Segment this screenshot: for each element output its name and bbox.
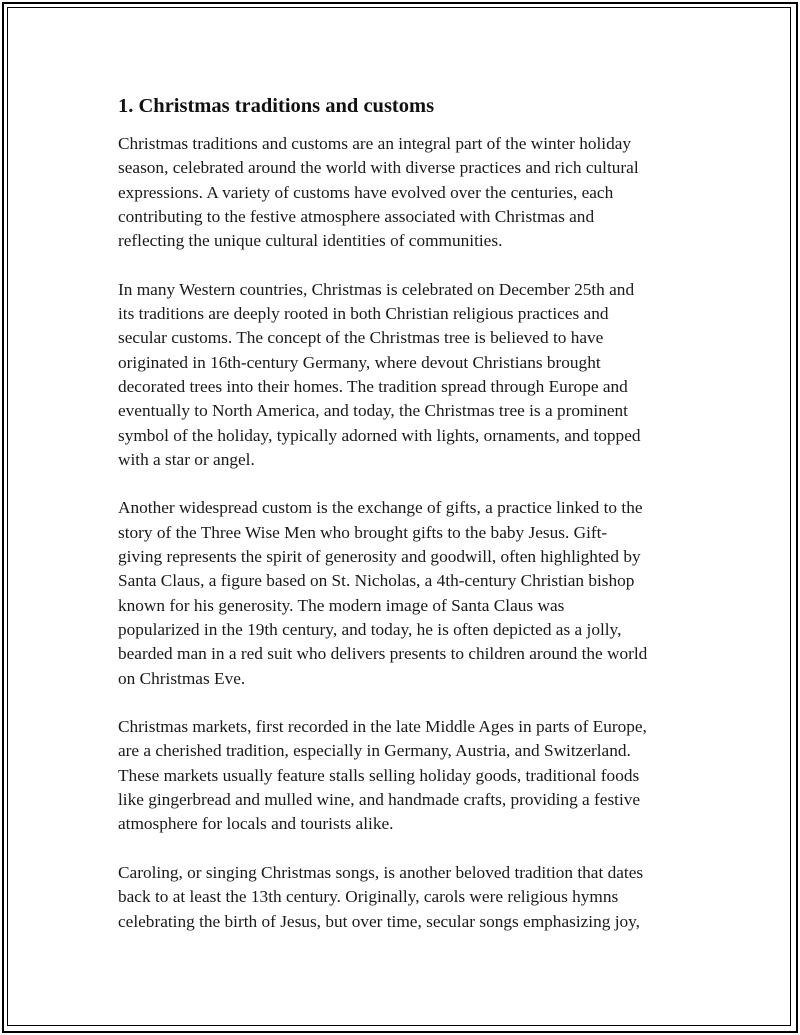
- text-line: known for his generosity. The modern image of Santa Claus was: [118, 595, 565, 615]
- text-line: story of the Three Wise Men who brought gifts to the baby Jesus. Gift-: [118, 522, 608, 542]
- text-line: giving represents the spirit of generosity and goodwill, often highlighted by: [118, 547, 641, 567]
- text-line: expressions. A variety of customs have evolved over the centuries, each: [118, 182, 614, 202]
- section-heading: 1. Christmas traditions and customs: [118, 95, 435, 117]
- text-line: on Christmas Eve.: [118, 668, 246, 688]
- text-line: eventually to North America, and today, the Christmas tree is a prominent: [118, 401, 628, 421]
- text-line: In many Western countries, Christmas is celebrated on December 25th and: [118, 279, 635, 299]
- paragraph-christmas-markets: [118, 715, 688, 836]
- text-line: Christmas markets, first recorded in the late Middle Ages in parts of Europe,: [118, 717, 647, 737]
- text-line: secular customs. The concept of the Christmas tree is believed to have: [118, 328, 604, 348]
- text-line: celebrating the birth of Jesus, but over time, secular songs emphasizing joy,: [118, 911, 640, 931]
- text-line: bearded man in a red suit who delivers presents to children around the world: [118, 644, 648, 664]
- document-body: [118, 92, 688, 958]
- text-line: Christmas traditions and customs are an integral part of the winter holiday: [118, 134, 632, 153]
- text-line: decorated trees into their homes. The tradition spread through Europe and: [118, 376, 628, 396]
- text-line: Santa Claus, a figure based on St. Nicholas, a 4th-century Christian bishop: [118, 571, 635, 591]
- text-line: popularized in the 19th century, and today, he is often depicted as a jolly,: [118, 619, 622, 639]
- text-line: are a cherished tradition, especially in Germany, Austria, and Switzerland.: [118, 741, 631, 761]
- text-line: Caroling, or singing Christmas songs, is another beloved tradition that dates: [118, 862, 644, 882]
- text-line: with a star or angel.: [118, 449, 255, 469]
- text-line: its traditions are deeply rooted in both Christian religious practices and: [118, 304, 609, 324]
- text-line: back to at least the 13th century. Originally, carols were religious hymns: [118, 887, 619, 907]
- text-line: originated in 16th-century Germany, where devout Christians brought: [118, 352, 601, 372]
- text-line: symbol of the holiday, typically adorned with lights, ornaments, and topped: [118, 425, 641, 445]
- text-line: like gingerbread and mulled wine, and handmade crafts, providing a festive: [118, 790, 641, 810]
- text-line: atmosphere for locals and tourists alike.: [118, 814, 394, 834]
- text-line: Another widespread custom is the exchange of gifts, a practice linked to the: [118, 498, 643, 518]
- paragraph-intro: [118, 132, 688, 253]
- text-line: reflecting the unique cultural identities of communities.: [118, 231, 503, 251]
- paragraph-christmas-tree: [118, 278, 688, 472]
- paragraph-gift-giving: [118, 496, 688, 690]
- text-line: season, celebrated around the world with diverse practices and rich cultural: [118, 158, 639, 178]
- text-line: These markets usually feature stalls selling holiday goods, traditional foods: [118, 765, 640, 785]
- text-line: contributing to the festive atmosphere associated with Christmas and: [118, 206, 595, 226]
- paragraph-caroling: [118, 861, 688, 934]
